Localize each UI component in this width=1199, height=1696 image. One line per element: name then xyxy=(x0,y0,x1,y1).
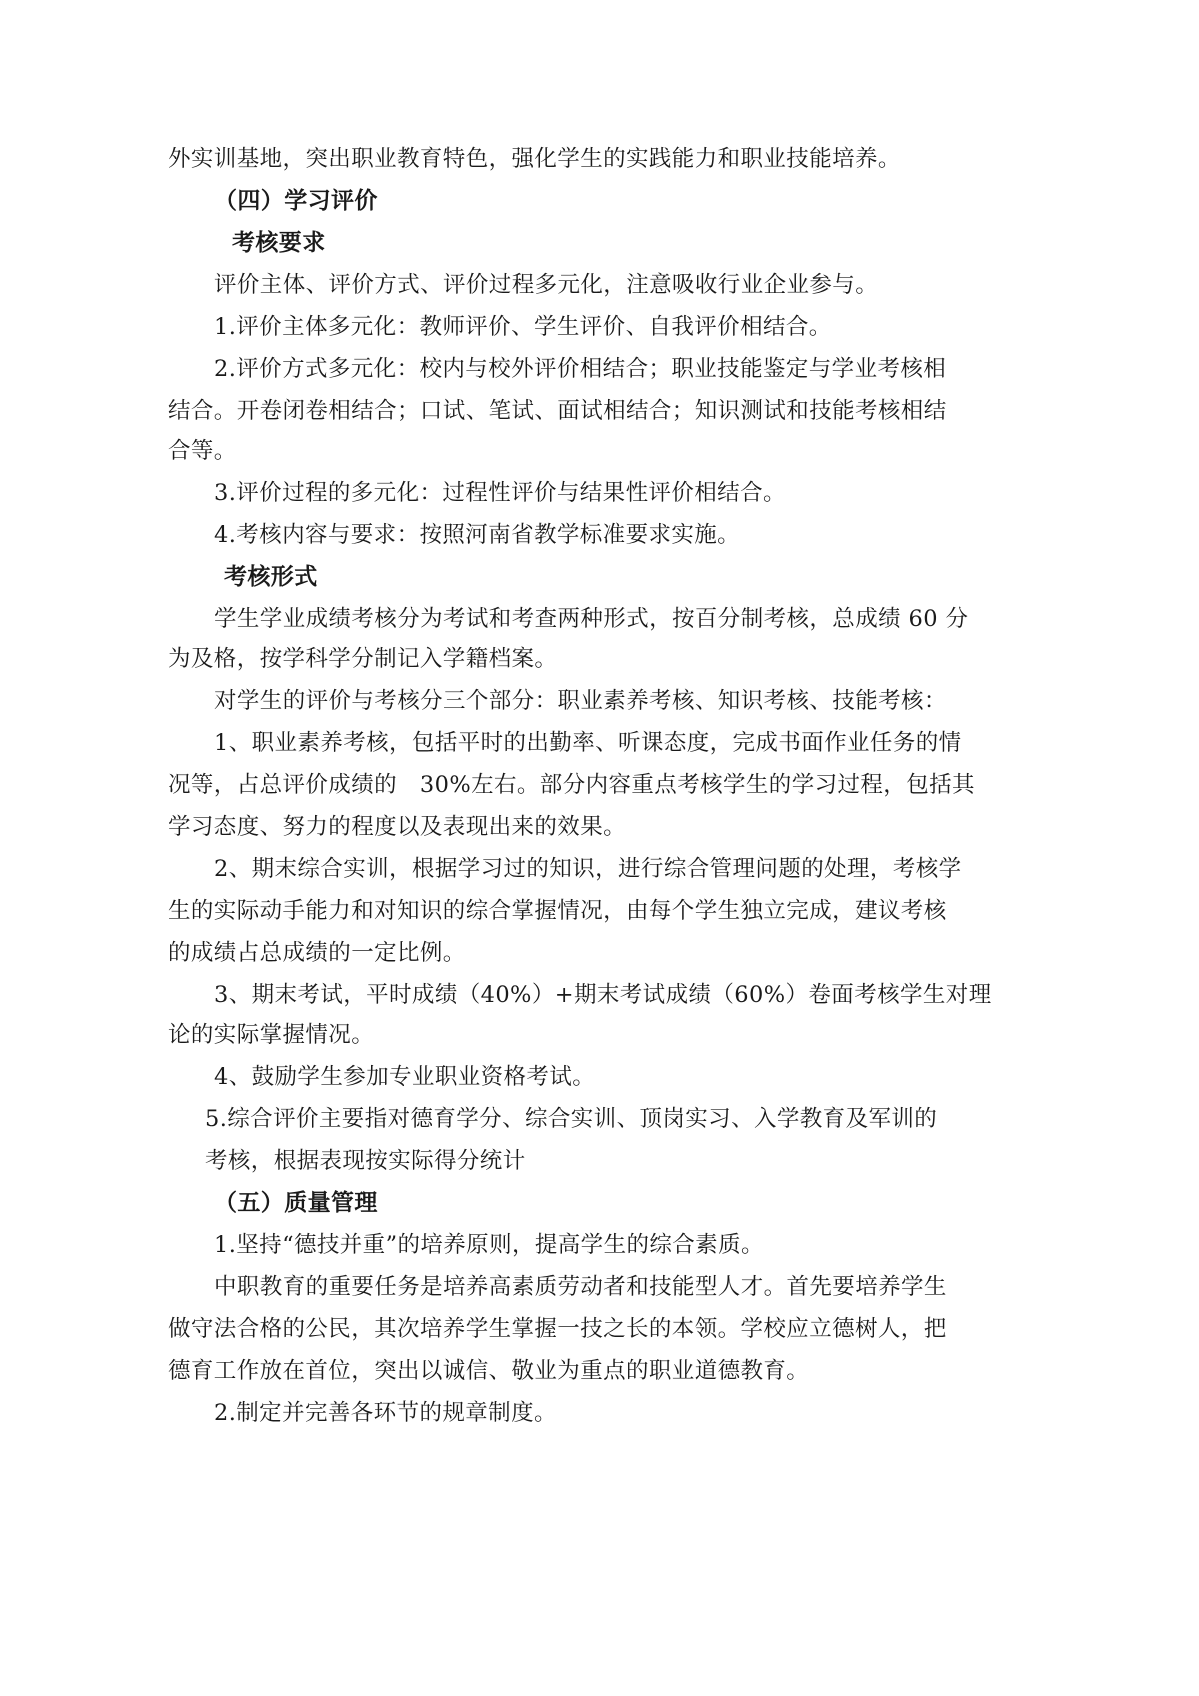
paragraph-line: 德育工作放在首位，突出以诚信、敬业为重点的职业道德教育。 xyxy=(168,1358,810,1384)
paragraph-line: 学习态度、努力的程度以及表现出来的效果。 xyxy=(168,814,627,840)
subheading-requirements: 考核要求 xyxy=(232,230,326,256)
list-item: 5.综合评价主要指对德育学分、综合实训、顶岗实习、入学教育及军训的 xyxy=(205,1106,938,1132)
list-item: 2、期末综合实训，根据学习过的知识，进行综合管理问题的处理，考核学 xyxy=(214,856,962,882)
paragraph-line: 对学生的评价与考核分三个部分：职业素养考核、知识考核、技能考核： xyxy=(214,688,947,714)
list-item: 4、鼓励学生参加专业职业资格考试。 xyxy=(214,1064,596,1090)
paragraph-line: 合等。 xyxy=(168,438,237,464)
paragraph-line: 为及格，按学科学分制记入学籍档案。 xyxy=(168,646,558,672)
section-heading-4: （四）学习评价 xyxy=(214,188,378,214)
list-item: 3.评价过程的多元化：过程性评价与结果性评价相结合。 xyxy=(214,480,786,506)
list-item: 2.制定并完善各环节的规章制度。 xyxy=(214,1400,557,1426)
paragraph-line: 中职教育的重要任务是培养高素质劳动者和技能型人才。首先要培养学生 xyxy=(214,1274,947,1300)
paragraph-line: 学生学业成绩考核分为考试和考查两种形式，按百分制考核，总成绩 60 分 xyxy=(214,606,969,632)
paragraph-line: 做守法合格的公民，其次培养学生掌握一技之长的本领。学校应立德树人，把 xyxy=(168,1316,947,1342)
list-item: 1.评价主体多元化：教师评价、学生评价、自我评价相结合。 xyxy=(214,314,832,340)
list-item: 2.评价方式多元化：校内与校外评价相结合；职业技能鉴定与学业考核相 xyxy=(214,356,947,382)
paragraph-line: 结合。开卷闭卷相结合；口试、笔试、面试相结合；知识测试和技能考核相结 xyxy=(168,398,947,424)
list-item: 3、期末考试，平时成绩（40%）+期末考试成绩（60%）卷面考核学生对理 xyxy=(214,982,992,1008)
paragraph-line: 外实训基地，突出职业教育特色，强化学生的实践能力和职业技能培养。 xyxy=(168,146,901,172)
paragraph-line: 况等，占总评价成绩的 30%左右。部分内容重点考核学生的学习过程，包括其 xyxy=(168,772,975,798)
paragraph-line: 生的实际动手能力和对知识的综合掌握情况，由每个学生独立完成，建议考核 xyxy=(168,898,947,924)
section-heading-5: （五）质量管理 xyxy=(214,1190,378,1216)
list-item: 4.考核内容与要求：按照河南省教学标准要求实施。 xyxy=(214,522,741,548)
subheading-form: 考核形式 xyxy=(224,564,318,590)
list-item: 1.坚持“德技并重”的培养原则，提高学生的综合素质。 xyxy=(214,1232,764,1258)
paragraph-line: 论的实际掌握情况。 xyxy=(168,1022,375,1048)
paragraph-line: 评价主体、评价方式、评价过程多元化，注意吸收行业企业参与。 xyxy=(214,272,879,298)
list-item: 1、职业素养考核，包括平时的出勤率、听课态度，完成书面作业任务的情 xyxy=(214,730,962,756)
paragraph-line: 考核，根据表现按实际得分统计 xyxy=(205,1148,526,1174)
paragraph-line: 的成绩占总成绩的一定比例。 xyxy=(168,940,466,966)
